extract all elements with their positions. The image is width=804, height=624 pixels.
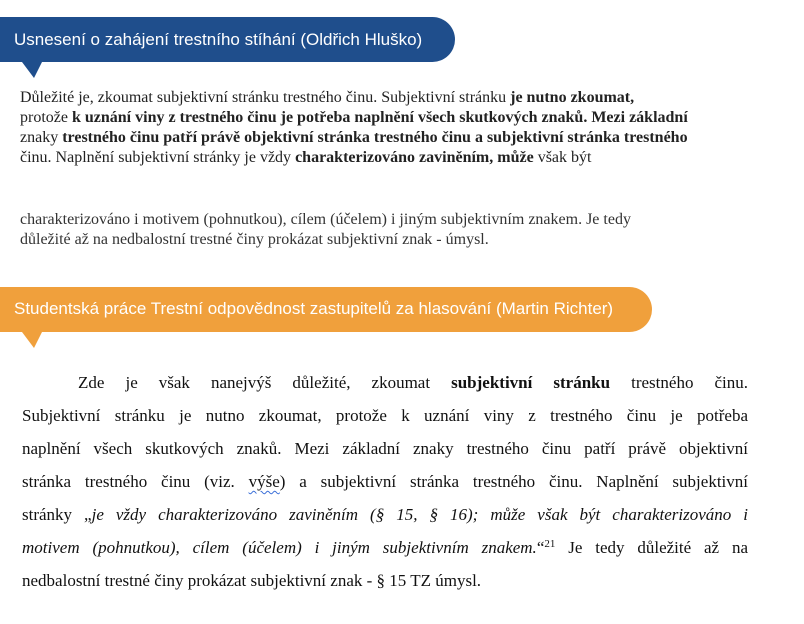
banner-hlusko-title: Usnesení o zahájení trestního stíhání (Oldřich Hluško)	[14, 30, 423, 49]
scan-line: důležité až na nedbalostní trestné činy prokázat subjektivní znak - úmysl.	[20, 231, 489, 248]
quotation-italic: je vždy charakterizováno zaviněním (§ 15, § 16); může však být charakterizováno i	[91, 505, 748, 524]
paragraph-line: motivem (pohnutkou), cílem (účelem) i jiným subjektivním znakem.“$^{21}$ Je tedy důležité až na	[22, 538, 748, 557]
scanned-excerpt-1	[20, 88, 764, 168]
scan-line: Důležité je, zkoumat subjektivní stránku trestného činu. Subjektivní stránku je nutno zkoumat,	[20, 89, 635, 106]
footnote-reference: 21	[544, 538, 556, 550]
paragraph-line: nedbalostní trestné činy prokázat subjektivní znak - § 15 TZ úmysl.	[22, 571, 482, 590]
banner-richter	[0, 287, 652, 332]
paragraph-line: Subjektivní stránku je nutno zkoumat, protože k uznání viny z trestného činu je potřeba	[22, 406, 748, 425]
scan-line: charakterizováno i motivem (pohnutkou), cílem (účelem) i jiným subjektivním znakem. Je tedy	[20, 211, 631, 228]
scan-line: znaky trestného činu patří právě objektivní stránka trestného činu a subjektivní stránka trestného	[20, 129, 688, 146]
spellcheck-underlined-word: výše	[248, 472, 280, 491]
paragraph-line: naplnění všech skutkových znaků. Mezi základní znaky trestného činu patří právě objektivní	[22, 439, 748, 458]
emphasis-subjektivni-stranka: subjektivní stránku	[451, 373, 611, 392]
banner-hlusko-pointer	[22, 62, 42, 78]
scanned-excerpt-2	[20, 210, 764, 250]
student-paragraph	[22, 366, 748, 597]
paragraph-line: Zde je však nanejvýš důležité, zkoumat subjektivní stránku trestného činu.	[78, 373, 748, 392]
banner-hlusko	[0, 17, 455, 62]
paragraph-line: stránka trestného činu (viz. výše) a subjektivní stránka trestného činu. Naplnění subjektivní	[22, 472, 748, 491]
banner-richter-pointer	[22, 332, 42, 348]
scan-line: činu. Naplnění subjektivní stránky je vždy charakterizováno zaviněním, může však být	[20, 149, 592, 166]
paragraph-line: stránky „je vždy charakterizováno zaviněním (§ 15, § 16); může však být charakterizováno i	[22, 505, 748, 524]
banner-richter-title: Studentská práce Trestní odpovědnost zastupitelů za hlasování (Martin Richter)	[14, 299, 614, 318]
scan-line: protože k uznání viny z trestného činu je potřeba naplnění všech skutkových znaků. Mezi základní	[20, 109, 688, 126]
